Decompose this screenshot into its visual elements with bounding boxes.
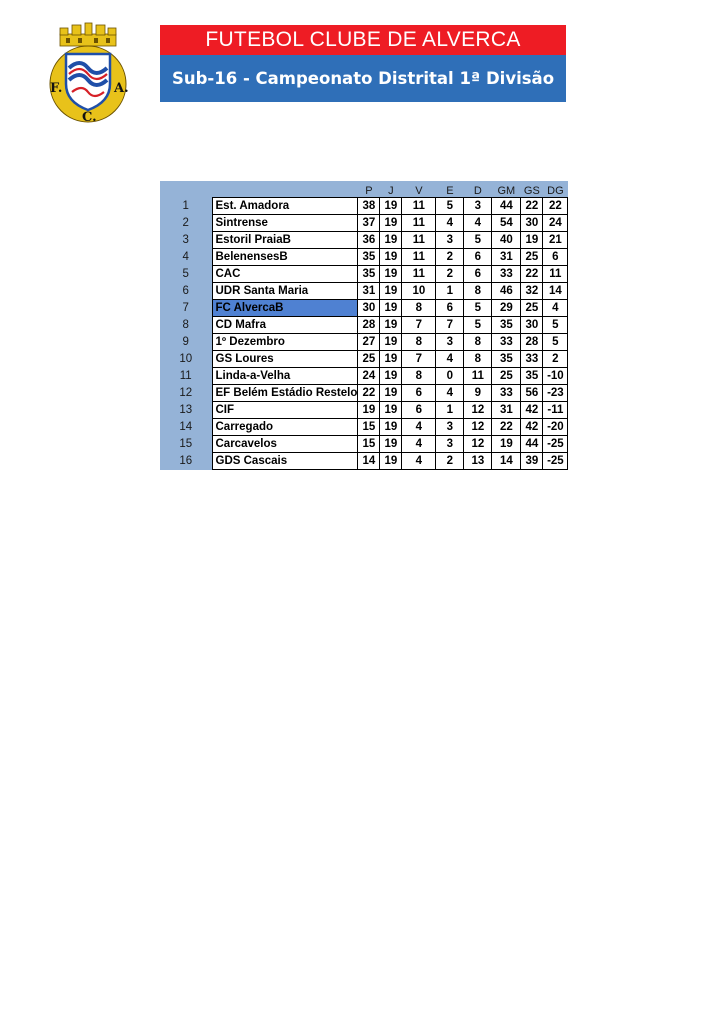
stat-cell-gm: 44 bbox=[492, 198, 521, 215]
stat-cell-d: 8 bbox=[464, 351, 492, 368]
stat-cell-v: 4 bbox=[402, 453, 436, 470]
stat-cell-p: 37 bbox=[358, 215, 380, 232]
table-row bbox=[160, 232, 568, 249]
table-row bbox=[160, 334, 568, 351]
stat-cell-gs: 19 bbox=[521, 232, 543, 249]
table-row bbox=[160, 198, 568, 215]
stat-cell-d: 8 bbox=[464, 283, 492, 300]
team-name-cell: Carregado bbox=[212, 419, 358, 436]
stat-cell-j: 19 bbox=[380, 436, 402, 453]
stat-cell-dg: -11 bbox=[543, 402, 568, 419]
stat-cell-v: 11 bbox=[402, 215, 436, 232]
stat-cell-dg: 11 bbox=[543, 266, 568, 283]
stat-cell-e: 2 bbox=[436, 266, 464, 283]
team-name-cell: BelenensesB bbox=[212, 249, 358, 266]
stat-cell-d: 6 bbox=[464, 266, 492, 283]
position-cell: 16 bbox=[160, 453, 212, 470]
team-name-cell: Est. Amadora bbox=[212, 198, 358, 215]
stat-cell-dg: 2 bbox=[543, 351, 568, 368]
stat-cell-d: 3 bbox=[464, 198, 492, 215]
stat-cell-d: 13 bbox=[464, 453, 492, 470]
stat-cell-j: 19 bbox=[380, 232, 402, 249]
stat-cell-d: 6 bbox=[464, 249, 492, 266]
stat-cell-p: 22 bbox=[358, 385, 380, 402]
position-cell: 2 bbox=[160, 215, 212, 232]
stat-cell-v: 4 bbox=[402, 419, 436, 436]
stat-cell-p: 38 bbox=[358, 198, 380, 215]
page-title: FUTEBOL CLUBE DE ALVERCA bbox=[160, 25, 566, 55]
stat-cell-v: 6 bbox=[402, 402, 436, 419]
position-cell: 7 bbox=[160, 300, 212, 317]
stat-cell-dg: 6 bbox=[543, 249, 568, 266]
stat-cell-gs: 22 bbox=[521, 266, 543, 283]
stat-cell-gs: 42 bbox=[521, 402, 543, 419]
column-header: J bbox=[380, 181, 402, 198]
stat-cell-e: 4 bbox=[436, 215, 464, 232]
position-cell: 12 bbox=[160, 385, 212, 402]
column-header: GM bbox=[492, 181, 521, 198]
column-header bbox=[160, 181, 212, 198]
stat-cell-j: 19 bbox=[380, 198, 402, 215]
stat-cell-p: 28 bbox=[358, 317, 380, 334]
stat-cell-p: 15 bbox=[358, 436, 380, 453]
table-row bbox=[160, 283, 568, 300]
stat-cell-e: 1 bbox=[436, 283, 464, 300]
stat-cell-e: 0 bbox=[436, 368, 464, 385]
table-row bbox=[160, 402, 568, 419]
stat-cell-p: 25 bbox=[358, 351, 380, 368]
stat-cell-e: 2 bbox=[436, 453, 464, 470]
stat-cell-e: 3 bbox=[436, 436, 464, 453]
position-cell: 3 bbox=[160, 232, 212, 249]
table-row bbox=[160, 215, 568, 232]
table-row bbox=[160, 351, 568, 368]
stat-cell-gm: 40 bbox=[492, 232, 521, 249]
position-cell: 14 bbox=[160, 419, 212, 436]
crest-letter-c: C. bbox=[82, 110, 97, 124]
page-subtitle: Sub-16 - Campeonato Distrital 1ª Divisão bbox=[160, 55, 566, 102]
stat-cell-gs: 33 bbox=[521, 351, 543, 368]
stat-cell-gm: 54 bbox=[492, 215, 521, 232]
stat-cell-v: 8 bbox=[402, 300, 436, 317]
stat-cell-j: 19 bbox=[380, 317, 402, 334]
team-name-cell: EF Belém Estádio Restelo bbox=[212, 385, 358, 402]
stat-cell-e: 1 bbox=[436, 402, 464, 419]
team-name-cell: GS Loures bbox=[212, 351, 358, 368]
stat-cell-dg: -10 bbox=[543, 368, 568, 385]
stat-cell-j: 19 bbox=[380, 215, 402, 232]
position-cell: 15 bbox=[160, 436, 212, 453]
stat-cell-dg: 22 bbox=[543, 198, 568, 215]
stat-cell-gm: 33 bbox=[492, 334, 521, 351]
stat-cell-d: 11 bbox=[464, 368, 492, 385]
stat-cell-d: 8 bbox=[464, 334, 492, 351]
stat-cell-j: 19 bbox=[380, 385, 402, 402]
table-row bbox=[160, 419, 568, 436]
stat-cell-gs: 44 bbox=[521, 436, 543, 453]
position-cell: 1 bbox=[160, 198, 212, 215]
stat-cell-gm: 35 bbox=[492, 317, 521, 334]
stat-cell-gs: 42 bbox=[521, 419, 543, 436]
position-cell: 13 bbox=[160, 402, 212, 419]
position-cell: 9 bbox=[160, 334, 212, 351]
stat-cell-d: 12 bbox=[464, 402, 492, 419]
stat-cell-v: 8 bbox=[402, 334, 436, 351]
stat-cell-p: 14 bbox=[358, 453, 380, 470]
team-name-cell: CAC bbox=[212, 266, 358, 283]
stat-cell-gs: 22 bbox=[521, 198, 543, 215]
stat-cell-dg: 21 bbox=[543, 232, 568, 249]
stat-cell-dg: -25 bbox=[543, 436, 568, 453]
stat-cell-e: 2 bbox=[436, 249, 464, 266]
stat-cell-p: 36 bbox=[358, 232, 380, 249]
stat-cell-gs: 35 bbox=[521, 368, 543, 385]
stat-cell-j: 19 bbox=[380, 402, 402, 419]
stat-cell-e: 5 bbox=[436, 198, 464, 215]
stat-cell-d: 5 bbox=[464, 300, 492, 317]
stat-cell-d: 12 bbox=[464, 436, 492, 453]
table-row bbox=[160, 436, 568, 453]
team-name-cell: Linda-a-Velha bbox=[212, 368, 358, 385]
stat-cell-gs: 25 bbox=[521, 300, 543, 317]
table-row bbox=[160, 317, 568, 334]
table-row bbox=[160, 385, 568, 402]
stat-cell-v: 10 bbox=[402, 283, 436, 300]
stat-cell-gs: 30 bbox=[521, 317, 543, 334]
position-cell: 10 bbox=[160, 351, 212, 368]
stat-cell-gm: 19 bbox=[492, 436, 521, 453]
stat-cell-gs: 30 bbox=[521, 215, 543, 232]
stat-cell-gm: 46 bbox=[492, 283, 521, 300]
stat-cell-j: 19 bbox=[380, 300, 402, 317]
stat-cell-v: 8 bbox=[402, 368, 436, 385]
stat-cell-v: 11 bbox=[402, 249, 436, 266]
stat-cell-p: 24 bbox=[358, 368, 380, 385]
stat-cell-d: 5 bbox=[464, 232, 492, 249]
stat-cell-j: 19 bbox=[380, 249, 402, 266]
stat-cell-e: 6 bbox=[436, 300, 464, 317]
stat-cell-p: 27 bbox=[358, 334, 380, 351]
crest-letter-a: A. bbox=[114, 81, 129, 96]
position-cell: 5 bbox=[160, 266, 212, 283]
stat-cell-j: 19 bbox=[380, 266, 402, 283]
stat-cell-e: 7 bbox=[436, 317, 464, 334]
position-cell: 8 bbox=[160, 317, 212, 334]
column-header: GS bbox=[521, 181, 543, 198]
stat-cell-v: 7 bbox=[402, 351, 436, 368]
stat-cell-gm: 33 bbox=[492, 266, 521, 283]
stat-cell-gm: 31 bbox=[492, 249, 521, 266]
stat-cell-j: 19 bbox=[380, 419, 402, 436]
standings-table bbox=[160, 181, 568, 470]
stat-cell-dg: -20 bbox=[543, 419, 568, 436]
team-name-cell: FC AlvercaB bbox=[212, 300, 358, 317]
team-name-cell: CD Mafra bbox=[212, 317, 358, 334]
stat-cell-gm: 25 bbox=[492, 368, 521, 385]
table-row bbox=[160, 266, 568, 283]
table-row bbox=[160, 300, 568, 317]
team-name-cell: CIF bbox=[212, 402, 358, 419]
stat-cell-gm: 29 bbox=[492, 300, 521, 317]
stat-cell-gm: 35 bbox=[492, 351, 521, 368]
stat-cell-gm: 14 bbox=[492, 453, 521, 470]
column-header: V bbox=[402, 181, 436, 198]
stat-cell-j: 19 bbox=[380, 334, 402, 351]
table-row bbox=[160, 453, 568, 470]
table-row bbox=[160, 249, 568, 266]
stat-cell-gs: 56 bbox=[521, 385, 543, 402]
stat-cell-dg: 4 bbox=[543, 300, 568, 317]
stat-cell-dg: -25 bbox=[543, 453, 568, 470]
team-name-cell: Carcavelos bbox=[212, 436, 358, 453]
stat-cell-gm: 33 bbox=[492, 385, 521, 402]
stat-cell-e: 4 bbox=[436, 385, 464, 402]
team-name-cell: Sintrense bbox=[212, 215, 358, 232]
stat-cell-p: 35 bbox=[358, 249, 380, 266]
stat-cell-gs: 39 bbox=[521, 453, 543, 470]
stat-cell-dg: 5 bbox=[543, 317, 568, 334]
stat-cell-p: 15 bbox=[358, 419, 380, 436]
position-cell: 4 bbox=[160, 249, 212, 266]
position-cell: 11 bbox=[160, 368, 212, 385]
crest-letter-f: F. bbox=[50, 81, 63, 96]
column-header: E bbox=[436, 181, 464, 198]
stat-cell-gs: 28 bbox=[521, 334, 543, 351]
stat-cell-gs: 32 bbox=[521, 283, 543, 300]
stat-cell-p: 35 bbox=[358, 266, 380, 283]
stat-cell-v: 11 bbox=[402, 266, 436, 283]
stat-cell-dg: 5 bbox=[543, 334, 568, 351]
team-name-cell: GDS Cascais bbox=[212, 453, 358, 470]
stat-cell-p: 30 bbox=[358, 300, 380, 317]
club-crest-logo bbox=[42, 22, 134, 124]
stat-cell-p: 31 bbox=[358, 283, 380, 300]
stat-cell-d: 9 bbox=[464, 385, 492, 402]
stat-cell-j: 19 bbox=[380, 283, 402, 300]
stat-cell-e: 3 bbox=[436, 232, 464, 249]
column-header: DG bbox=[543, 181, 568, 198]
column-header: D bbox=[464, 181, 492, 198]
stat-cell-j: 19 bbox=[380, 453, 402, 470]
table-row bbox=[160, 368, 568, 385]
stat-cell-j: 19 bbox=[380, 368, 402, 385]
team-name-cell: 1º Dezembro bbox=[212, 334, 358, 351]
stat-cell-dg: 14 bbox=[543, 283, 568, 300]
stat-cell-gm: 22 bbox=[492, 419, 521, 436]
stat-cell-v: 11 bbox=[402, 232, 436, 249]
team-name-cell: Estoril PraiaB bbox=[212, 232, 358, 249]
stat-cell-d: 12 bbox=[464, 419, 492, 436]
stat-cell-d: 5 bbox=[464, 317, 492, 334]
column-header bbox=[212, 181, 358, 198]
stat-cell-v: 4 bbox=[402, 436, 436, 453]
stat-cell-e: 3 bbox=[436, 419, 464, 436]
stat-cell-dg: -23 bbox=[543, 385, 568, 402]
stat-cell-dg: 24 bbox=[543, 215, 568, 232]
stat-cell-p: 19 bbox=[358, 402, 380, 419]
stat-cell-j: 19 bbox=[380, 351, 402, 368]
stat-cell-gs: 25 bbox=[521, 249, 543, 266]
stat-cell-v: 6 bbox=[402, 385, 436, 402]
table-header-row bbox=[160, 181, 568, 198]
stat-cell-v: 11 bbox=[402, 198, 436, 215]
column-header: P bbox=[358, 181, 380, 198]
stat-cell-d: 4 bbox=[464, 215, 492, 232]
stat-cell-gm: 31 bbox=[492, 402, 521, 419]
stat-cell-v: 7 bbox=[402, 317, 436, 334]
stat-cell-e: 3 bbox=[436, 334, 464, 351]
position-cell: 6 bbox=[160, 283, 212, 300]
stat-cell-e: 4 bbox=[436, 351, 464, 368]
team-name-cell: UDR Santa Maria bbox=[212, 283, 358, 300]
